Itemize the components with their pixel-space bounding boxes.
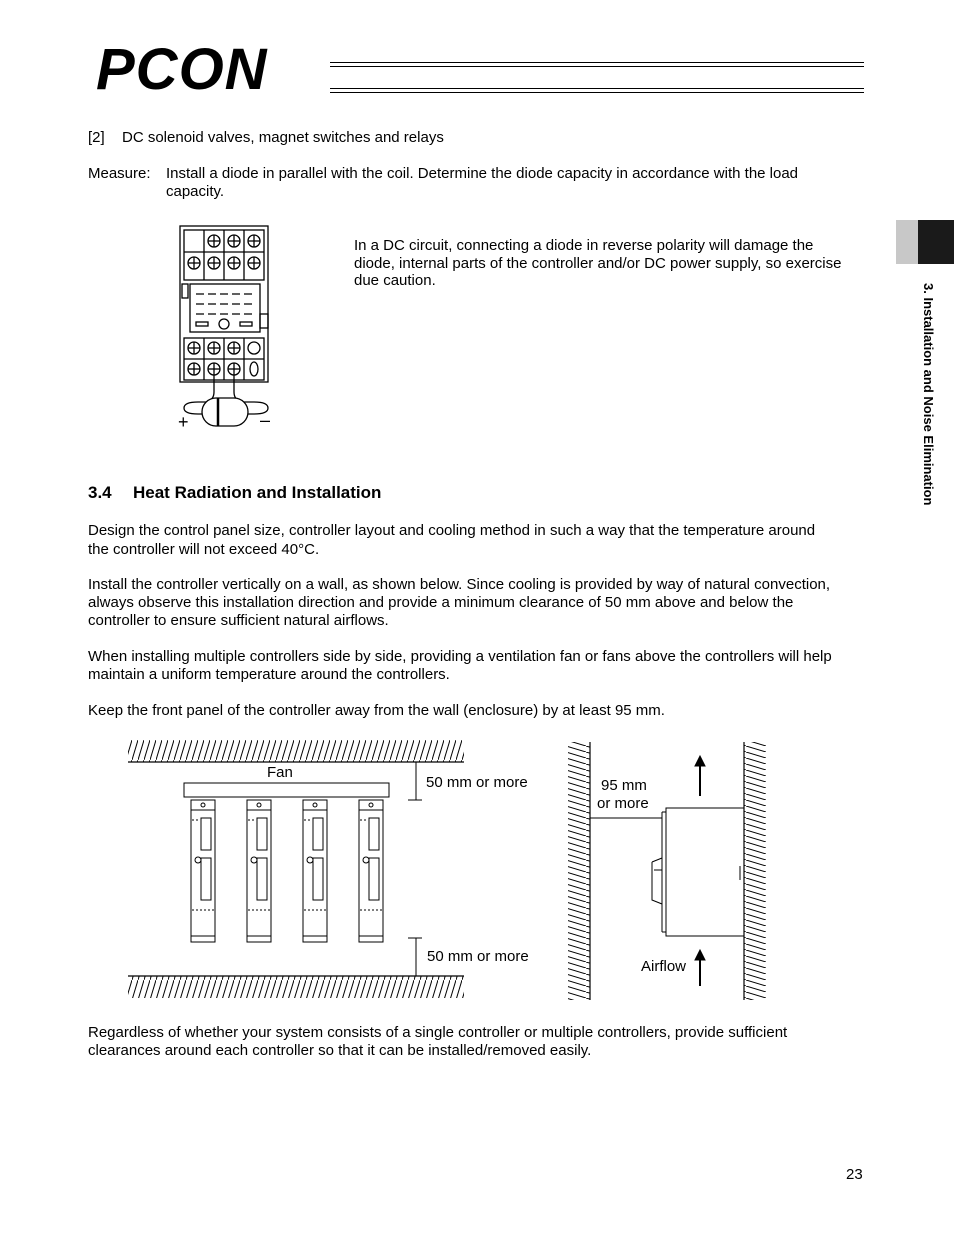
bottom-clearance-label: 50 mm or more (427, 948, 529, 965)
item-title: DC solenoid valves, magnet switches and relays (122, 129, 444, 146)
section-heading-number: 3.4 (88, 483, 112, 502)
section-heading-title: Heat Radiation and Installation (133, 483, 382, 502)
caution-line-2: diode, internal parts of the controller and/or DC power supply, so exercise (354, 255, 842, 272)
fan-label: Fan (267, 764, 293, 781)
caution-line-1: In a DC circuit, connecting a diode in reverse polarity will damage the (354, 237, 814, 254)
controller-unit-1 (191, 800, 215, 942)
item-number: [2] (88, 129, 105, 146)
para1-line-1: Design the control panel size, controller layout and cooling method in such a way that the temperature around (88, 522, 816, 539)
side-tab-marker-light (896, 220, 918, 264)
relay-minus-label: – (260, 410, 271, 430)
closing-line-1: Regardless of whether your system consists of a single controller or multiple controllers, provide sufficient (88, 1024, 788, 1041)
relay-plus-label: + (178, 412, 189, 432)
header-rule-1 (330, 62, 864, 63)
controller-unit-3 (303, 800, 327, 942)
install-front-view-diagram (126, 740, 476, 1002)
measure-label: Measure: (88, 165, 151, 182)
front-clearance-label-1: 95 mm (601, 777, 647, 794)
side-tab-marker-dark (918, 220, 954, 264)
measure-line-1: Install a diode in parallel with the coil. Determine the diode capacity in accordance with the load (166, 165, 799, 182)
para4: Keep the front panel of the controller away from the wall (enclosure) by at least 95 mm. (88, 702, 665, 719)
page-number: 23 (846, 1166, 863, 1183)
front-clearance-label-2: or more (597, 795, 649, 812)
relay-diode-figure (170, 222, 282, 432)
side-tab-label: 3. Installation and Noise Elimination (921, 283, 936, 506)
para2-line-3: controller to ensure sufficient natural airflows. (88, 612, 389, 629)
para2-line-1: Install the controller vertically on a wall, as shown below. Since cooling is provided by way of natural convection, (88, 576, 831, 593)
para1-line-2: the controller will not exceed 40°C. (88, 541, 320, 558)
caution-line-3: due caution. (354, 272, 436, 289)
para3-line-1: When installing multiple controllers side by side, providing a ventilation fan or fans above the controllers will help (88, 648, 832, 665)
header-rule-3 (330, 88, 864, 89)
header-rule-4 (330, 92, 864, 93)
para2-line-2: always observe this installation direction and provide a minimum clearance of 50 mm above and below the (88, 594, 794, 611)
header-rule-2 (330, 66, 864, 67)
top-clearance-label: 50 mm or more (426, 774, 528, 791)
controller-unit-4 (359, 800, 383, 942)
header-logo (96, 37, 328, 102)
para3-line-2: maintain a uniform temperature around the controllers. (88, 666, 450, 683)
measure-line-2: capacity. (166, 183, 225, 200)
controller-unit-2 (247, 800, 271, 942)
closing-line-2: clearances around each controller so that it can be installed/removed easily. (88, 1042, 592, 1059)
logo-text: PCON (96, 37, 268, 102)
airflow-label: Airflow (641, 958, 687, 975)
